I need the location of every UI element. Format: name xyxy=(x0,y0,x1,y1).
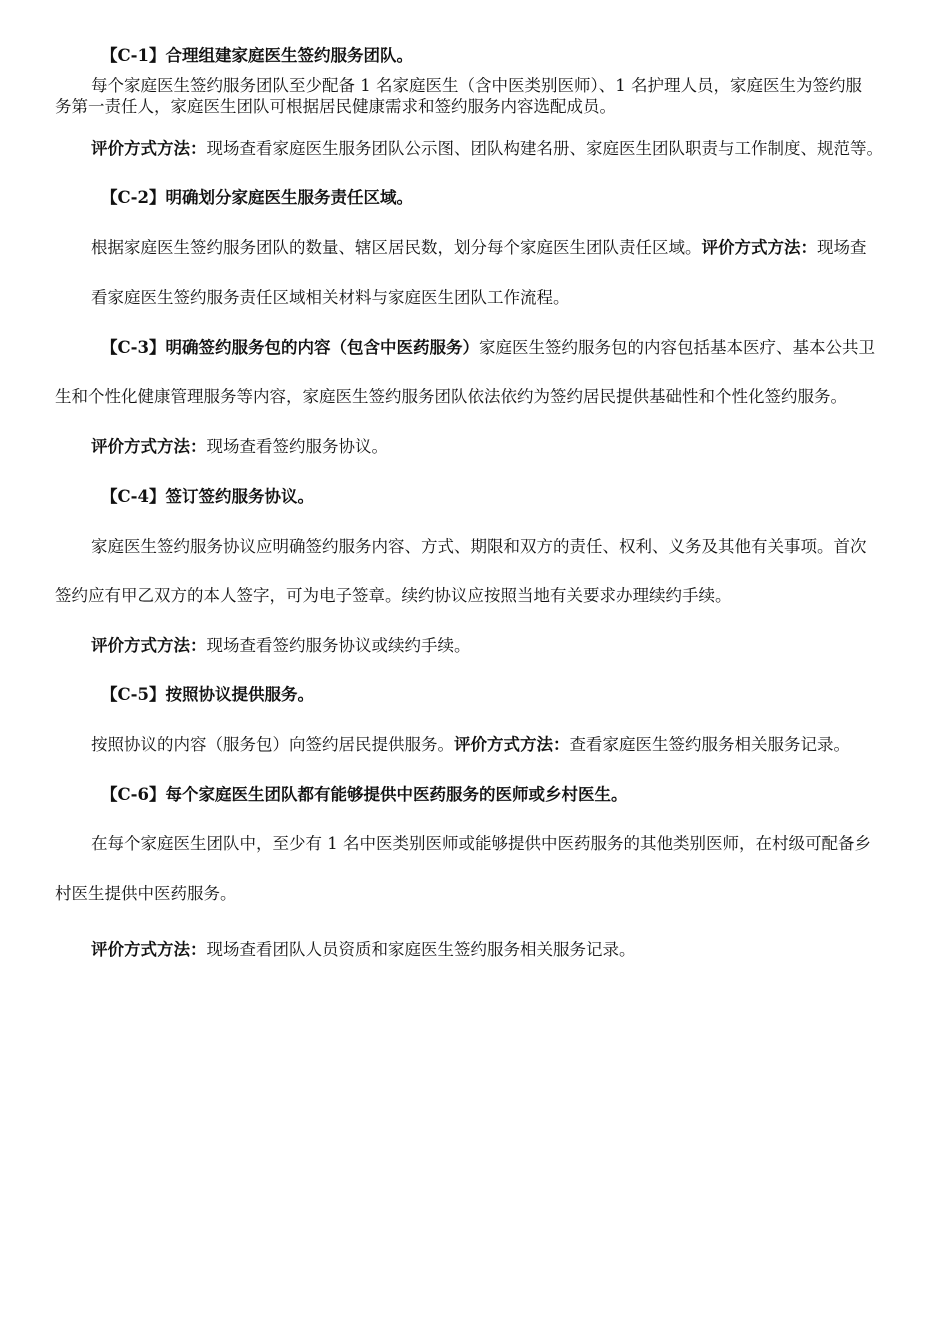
section-body-c5 xyxy=(55,734,850,756)
eval-label: 评价方式方法： xyxy=(91,636,207,655)
eval-text: 现场查看家庭医生服务团队公示图、团队构建名册、家庭医生团队职责与工作制度、规范等。 xyxy=(206,139,883,158)
eval-text: 查看家庭医生签约服务相关服务记录。 xyxy=(569,735,850,754)
section-heading-c6: 【C-6】每个家庭医生团队都有能够提供中医药服务的医师或乡村医生。 xyxy=(101,785,628,804)
eval-label: 评价方式方法： xyxy=(91,940,207,959)
eval-label: 评价方式方法： xyxy=(91,437,207,456)
eval-label: 评价方式方法： xyxy=(91,139,207,158)
eval-label: 评价方式方法： xyxy=(701,238,817,257)
eval-text: 现场查看签约服务协议。 xyxy=(206,437,388,456)
eval-text: 现场查看团队人员资质和家庭医生签约服务相关服务记录。 xyxy=(206,940,636,959)
section-body-c2-line1 xyxy=(55,237,867,259)
section-heading-c4: 【C-4】签订签约服务协议。 xyxy=(101,487,314,506)
section-body-c1-line1: 每个家庭医生签约服务团队至少配备 1 名家庭医生（含中医类别医师）、1 名护理人员，家庭医生为签约服 xyxy=(91,76,862,95)
section-body-c4-line2: 签约应有甲乙双方的本人签字，可为电子签章。续约协议应按照当地有关要求办理续约手续。 xyxy=(55,586,732,605)
body-text: 家庭医生签约服务包的内容包括基本医疗、基本公共卫 xyxy=(478,338,875,357)
section-heading-c5: 【C-5】按照协议提供服务。 xyxy=(101,685,314,704)
section-eval-c2-line2: 看家庭医生签约服务责任区域相关材料与家庭医生团队工作流程。 xyxy=(91,288,570,307)
body-text: 根据家庭医生签约服务团队的数量、辖区居民数，划分每个家庭医生团队责任区域。 xyxy=(91,238,702,257)
section-body-c3-line2: 生和个性化健康管理服务等内容，家庭医生签约服务团队依法依约为签约居民提供基础性和个性化签约服务。 xyxy=(55,387,847,406)
section-heading-c1: 【C-1】合理组建家庭医生签约服务团队。 xyxy=(101,46,413,65)
section-heading-c2: 【C-2】明确划分家庭医生服务责任区域。 xyxy=(101,188,413,207)
section-eval-c1 xyxy=(55,138,883,160)
section-eval-c6 xyxy=(55,939,636,961)
section-body-c6-line1: 在每个家庭医生团队中，至少有 1 名中医类别医师或能够提供中医药服务的其他类别医师，在村级可配备乡 xyxy=(91,834,871,853)
eval-text: 现场查看签约服务协议或续约手续。 xyxy=(206,636,471,655)
heading-text: 【C-3】明确签约服务包的内容（包含中医药服务） xyxy=(101,338,479,357)
section-heading-c3 xyxy=(55,337,875,359)
section-body-c4-line1: 家庭医生签约服务协议应明确签约服务内容、方式、期限和双方的责任、权利、义务及其他有关事项。首次 xyxy=(91,537,867,556)
section-body-c6-line2: 村医生提供中医药服务。 xyxy=(55,884,237,903)
section-eval-c4 xyxy=(55,635,471,657)
section-body-c1-line2: 务第一责任人，家庭医生团队可根据居民健康需求和签约服务内容选配成员。 xyxy=(55,97,616,116)
body-text: 按照协议的内容（服务包）向签约居民提供服务。 xyxy=(91,735,454,754)
eval-text: 现场查 xyxy=(817,238,867,257)
section-eval-c3 xyxy=(55,436,388,458)
eval-label: 评价方式方法： xyxy=(454,735,570,754)
